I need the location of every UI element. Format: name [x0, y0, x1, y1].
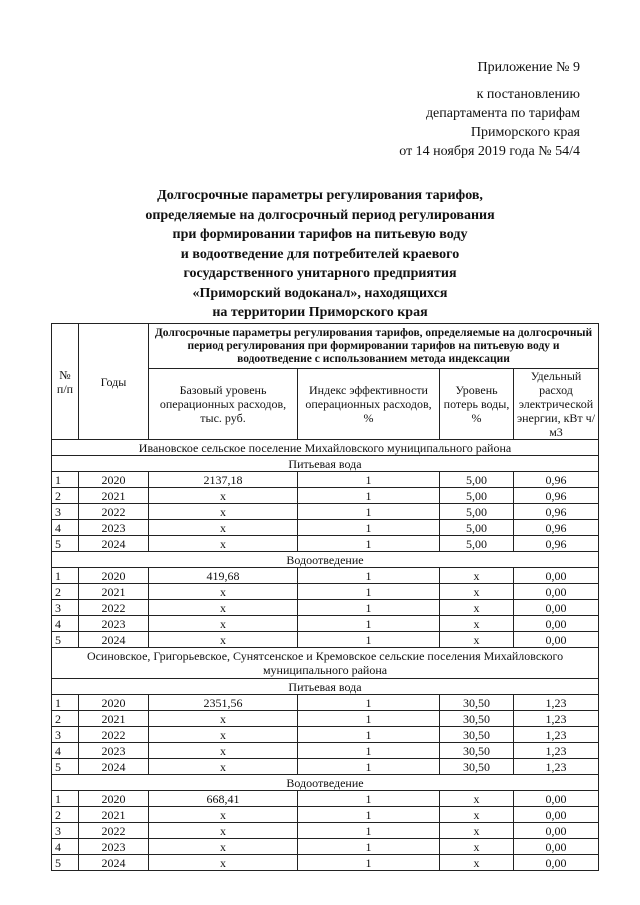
- appendix-line: от 14 ноября 2019 года № 54/4: [399, 144, 580, 159]
- table-row: [52, 711, 599, 727]
- table-row: [52, 520, 599, 536]
- cell-year: 2021: [79, 584, 149, 600]
- cell-energy-consumption: 0,96: [514, 504, 599, 520]
- cell-efficiency-index: 1: [298, 855, 440, 871]
- cell-number: 1: [52, 568, 79, 584]
- cell-base-expenses: х: [149, 743, 298, 759]
- cell-water-losses: 5,00: [440, 488, 514, 504]
- cell-base-expenses: х: [149, 504, 298, 520]
- cell-base-expenses: х: [149, 632, 298, 648]
- tariff-table: [51, 323, 599, 871]
- cell-base-expenses: х: [149, 839, 298, 855]
- table-row: [52, 807, 599, 823]
- cell-number: 2: [52, 807, 79, 823]
- cell-number: 3: [52, 600, 79, 616]
- cell-number: 3: [52, 504, 79, 520]
- header-years: Годы: [79, 324, 149, 440]
- cell-number: 3: [52, 823, 79, 839]
- cell-number: 5: [52, 536, 79, 552]
- appendix-line: департамента по тарифам: [425, 106, 580, 121]
- cell-base-expenses: х: [149, 616, 298, 632]
- cell-water-losses: 30,50: [440, 743, 514, 759]
- cell-efficiency-index: 1: [298, 584, 440, 600]
- table-row: [52, 743, 599, 759]
- cell-year: 2020: [79, 791, 149, 807]
- cell-base-expenses: х: [149, 727, 298, 743]
- cell-efficiency-index: 1: [298, 711, 440, 727]
- cell-number: 1: [52, 472, 79, 488]
- title-line: определяемые на долгосрочный период регулирования: [145, 207, 495, 223]
- title-line: и водоотведение для потребителей краевого: [180, 246, 460, 262]
- cell-year: 2024: [79, 536, 149, 552]
- cell-number: 4: [52, 839, 79, 855]
- cell-number: 4: [52, 743, 79, 759]
- cell-water-losses: х: [440, 839, 514, 855]
- cell-water-losses: х: [440, 568, 514, 584]
- cell-efficiency-index: 1: [298, 520, 440, 536]
- cell-base-expenses: х: [149, 823, 298, 839]
- cell-efficiency-index: 1: [298, 472, 440, 488]
- table-row: [52, 759, 599, 775]
- table-row: [52, 632, 599, 648]
- cell-efficiency-index: 1: [298, 839, 440, 855]
- cell-water-losses: 5,00: [440, 504, 514, 520]
- cell-base-expenses: 2137,18: [149, 472, 298, 488]
- cell-water-losses: 30,50: [440, 711, 514, 727]
- cell-energy-consumption: 0,00: [514, 823, 599, 839]
- cell-water-losses: х: [440, 584, 514, 600]
- cell-water-losses: 5,00: [440, 536, 514, 552]
- title-line: государственного унитарного предприятия: [183, 266, 457, 281]
- table-row: [52, 616, 599, 632]
- cell-efficiency-index: 1: [298, 743, 440, 759]
- cell-efficiency-index: 1: [298, 791, 440, 807]
- header-index: Индекс эффективности операционных расходов, %: [298, 369, 440, 440]
- cell-efficiency-index: 1: [298, 632, 440, 648]
- cell-water-losses: 30,50: [440, 695, 514, 711]
- cell-year: 2023: [79, 839, 149, 855]
- document-title: [110, 186, 530, 323]
- cell-number: 5: [52, 855, 79, 871]
- table-row: [52, 584, 599, 600]
- cell-efficiency-index: 1: [298, 504, 440, 520]
- cell-base-expenses: 2351,56: [149, 695, 298, 711]
- cell-year: 2024: [79, 855, 149, 871]
- cell-energy-consumption: 0,00: [514, 568, 599, 584]
- cell-energy-consumption: 0,00: [514, 584, 599, 600]
- cell-year: 2024: [79, 632, 149, 648]
- cell-number: 4: [52, 616, 79, 632]
- cell-year: 2022: [79, 504, 149, 520]
- cell-year: 2022: [79, 727, 149, 743]
- cell-energy-consumption: 0,96: [514, 488, 599, 504]
- header-base: Базовый уровень операционных расходов, тыс. руб.: [149, 369, 298, 440]
- cell-number: 1: [52, 695, 79, 711]
- cell-water-losses: х: [440, 807, 514, 823]
- cell-base-expenses: х: [149, 584, 298, 600]
- table-row: [52, 472, 599, 488]
- cell-water-losses: х: [440, 600, 514, 616]
- appendix-line: Приморского края: [470, 125, 580, 140]
- cell-base-expenses: х: [149, 600, 298, 616]
- section-title: Ивановское сельское поселение Михайловского муниципального района: [52, 440, 599, 456]
- subsection-title: Водоотведение: [52, 775, 599, 791]
- table-row: [52, 839, 599, 855]
- subsection-title: Питьевая вода: [52, 679, 599, 695]
- cell-year: 2021: [79, 711, 149, 727]
- cell-water-losses: 5,00: [440, 472, 514, 488]
- header-group: Долгосрочные параметры регулирования тарифов, определяемые на долгосрочный период регулирования при формировании тарифов на питьевую воду и водоотведение с использованием метода индексации: [149, 324, 599, 369]
- cell-water-losses: х: [440, 616, 514, 632]
- cell-year: 2020: [79, 568, 149, 584]
- cell-year: 2023: [79, 520, 149, 536]
- appendix-line: к постановлению: [476, 87, 580, 102]
- cell-energy-consumption: 0,00: [514, 839, 599, 855]
- title-line: Долгосрочные параметры регулирования тарифов,: [157, 188, 483, 203]
- cell-energy-consumption: 0,96: [514, 536, 599, 552]
- cell-base-expenses: х: [149, 807, 298, 823]
- cell-efficiency-index: 1: [298, 759, 440, 775]
- cell-efficiency-index: 1: [298, 695, 440, 711]
- appendix-number: Приложение № 9: [477, 60, 580, 75]
- cell-base-expenses: х: [149, 536, 298, 552]
- cell-year: 2023: [79, 743, 149, 759]
- cell-number: 2: [52, 488, 79, 504]
- cell-energy-consumption: 1,23: [514, 759, 599, 775]
- cell-energy-consumption: 0,00: [514, 855, 599, 871]
- cell-water-losses: 30,50: [440, 759, 514, 775]
- table-row: [52, 536, 599, 552]
- cell-efficiency-index: 1: [298, 727, 440, 743]
- cell-base-expenses: 668,41: [149, 791, 298, 807]
- cell-water-losses: х: [440, 855, 514, 871]
- cell-water-losses: х: [440, 823, 514, 839]
- cell-number: 1: [52, 791, 79, 807]
- cell-energy-consumption: 0,00: [514, 616, 599, 632]
- cell-base-expenses: 419,68: [149, 568, 298, 584]
- title-line: на территории Приморского края: [212, 305, 428, 320]
- subsection-title: Водоотведение: [52, 552, 599, 568]
- cell-water-losses: 30,50: [440, 727, 514, 743]
- cell-number: 5: [52, 759, 79, 775]
- cell-year: 2021: [79, 488, 149, 504]
- cell-energy-consumption: 0,00: [514, 632, 599, 648]
- cell-energy-consumption: 1,23: [514, 695, 599, 711]
- cell-base-expenses: х: [149, 520, 298, 536]
- table-body: [52, 440, 599, 871]
- title-line: при формировании тарифов на питьевую воду: [172, 227, 468, 242]
- table-row: [52, 504, 599, 520]
- cell-year: 2024: [79, 759, 149, 775]
- cell-energy-consumption: 0,96: [514, 520, 599, 536]
- cell-base-expenses: х: [149, 711, 298, 727]
- table-row: [52, 488, 599, 504]
- table-row: [52, 823, 599, 839]
- cell-energy-consumption: 0,00: [514, 807, 599, 823]
- cell-energy-consumption: 0,96: [514, 472, 599, 488]
- cell-efficiency-index: 1: [298, 807, 440, 823]
- cell-energy-consumption: 1,23: [514, 727, 599, 743]
- cell-water-losses: х: [440, 791, 514, 807]
- cell-energy-consumption: 1,23: [514, 743, 599, 759]
- cell-number: 2: [52, 584, 79, 600]
- cell-efficiency-index: 1: [298, 616, 440, 632]
- title-line: «Приморский водоканал», находящихся: [192, 285, 448, 301]
- cell-energy-consumption: 1,23: [514, 711, 599, 727]
- cell-efficiency-index: 1: [298, 488, 440, 504]
- table-row: [52, 727, 599, 743]
- cell-number: 2: [52, 711, 79, 727]
- cell-efficiency-index: 1: [298, 823, 440, 839]
- header-energy: Удельный расход электрической энергии, кВт ч/м3: [514, 369, 599, 440]
- cell-number: 3: [52, 727, 79, 743]
- cell-year: 2020: [79, 472, 149, 488]
- table-row: [52, 695, 599, 711]
- header-losses: Уровень потерь воды, %: [440, 369, 514, 440]
- cell-energy-consumption: 0,00: [514, 600, 599, 616]
- cell-year: 2022: [79, 600, 149, 616]
- appendix-block: [340, 58, 580, 161]
- cell-year: 2020: [79, 695, 149, 711]
- cell-base-expenses: х: [149, 488, 298, 504]
- cell-year: 2023: [79, 616, 149, 632]
- cell-number: 5: [52, 632, 79, 648]
- cell-efficiency-index: 1: [298, 600, 440, 616]
- table-row: [52, 600, 599, 616]
- cell-efficiency-index: 1: [298, 568, 440, 584]
- cell-number: 4: [52, 520, 79, 536]
- cell-water-losses: х: [440, 632, 514, 648]
- cell-energy-consumption: 0,00: [514, 791, 599, 807]
- cell-water-losses: 5,00: [440, 520, 514, 536]
- table-row: [52, 568, 599, 584]
- section-title: Осиновское, Григорьевское, Сунятсенское и Кремовское сельские поселения Михайловского муниципального района: [52, 648, 599, 679]
- subsection-title: Питьевая вода: [52, 456, 599, 472]
- cell-year: 2022: [79, 823, 149, 839]
- table-row: [52, 855, 599, 871]
- table-row: [52, 791, 599, 807]
- cell-efficiency-index: 1: [298, 536, 440, 552]
- header-np: № п/п: [52, 324, 79, 440]
- cell-base-expenses: х: [149, 759, 298, 775]
- cell-base-expenses: х: [149, 855, 298, 871]
- cell-year: 2021: [79, 807, 149, 823]
